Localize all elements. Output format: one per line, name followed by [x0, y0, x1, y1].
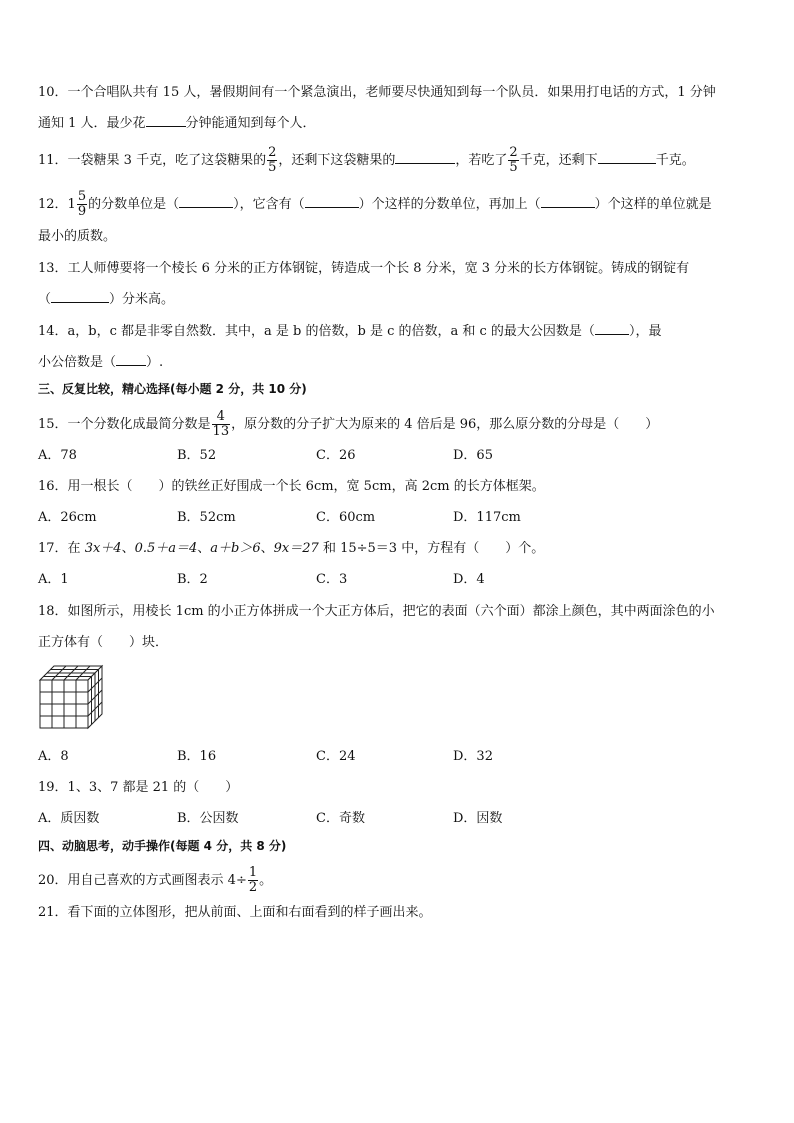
q19-option-c[interactable]: C．奇数 — [316, 811, 365, 826]
q19-option-b[interactable]: B．公因数 — [177, 811, 239, 826]
q11-fraction-2 — [508, 146, 518, 175]
q15-text-b: ，原分数的分子扩大为原来的 4 倍后是 96，那么原分数的分母是（ ） — [231, 417, 659, 432]
q14-text-d: ）. — [146, 355, 164, 370]
q15-option-d[interactable]: D．65 — [453, 448, 493, 463]
q19-line: 19．1、3、7 都是 21 的（ ） — [38, 780, 239, 795]
q12-whole: 1 — [67, 196, 76, 212]
q17-option-b[interactable]: B．2 — [177, 572, 208, 587]
q10-line2 — [38, 114, 316, 133]
q17-line — [38, 540, 544, 558]
q14-text-c: 小公倍数是（ — [38, 355, 117, 370]
q11-fraction-1 — [267, 146, 277, 175]
q13-text-b: ）分米高。 — [109, 292, 175, 307]
q18-option-d[interactable]: D．32 — [453, 749, 493, 764]
q17-expr-5: 15÷5＝3 — [340, 541, 398, 556]
q21-line: 21．看下面的立体图形，把从前面、上面和右面看到的样子画出来。 — [38, 905, 432, 920]
q14-line1 — [38, 322, 661, 341]
q12-line1 — [38, 190, 712, 219]
q11-text-e: 千克。 — [655, 153, 695, 168]
q12-text-b: ），它含有（ — [233, 197, 305, 212]
q12-frac-num: 5 — [77, 189, 87, 204]
q20-fraction — [248, 866, 258, 895]
q17-sep-1: 、 — [121, 541, 135, 556]
q20-text-a: 20．用自己喜欢的方式画图表示 4÷ — [38, 873, 247, 888]
q11-line — [38, 146, 695, 175]
q19-option-d[interactable]: D．因数 — [453, 811, 503, 826]
q12-answer-blank-1[interactable] — [179, 195, 233, 208]
q11-text-b: ，还剩下这袋糖果的 — [278, 153, 396, 168]
cube-figure — [38, 664, 104, 730]
q17-text-b: 中，方程有（ ）个。 — [397, 541, 545, 556]
q12-text-a: 的分数单位是（ — [88, 197, 180, 212]
q16-option-b[interactable]: B．52cm — [177, 510, 236, 525]
q13-answer-blank[interactable] — [51, 290, 109, 303]
q12-number: 12． — [38, 197, 68, 212]
q13-text-a: （ — [38, 292, 52, 307]
q18-option-b[interactable]: B．16 — [177, 749, 217, 764]
q14-line2 — [38, 353, 163, 372]
q17-expr-3: a＋b＞6 — [210, 541, 261, 556]
q11-frac2-den: 5 — [509, 160, 518, 175]
q12-text-d: ）个这样的单位就是 — [594, 197, 712, 212]
q16-option-d[interactable]: D．117cm — [453, 510, 521, 525]
q15-option-b[interactable]: B．52 — [177, 448, 217, 463]
q12-answer-blank-2[interactable] — [305, 195, 359, 208]
q15-line — [38, 410, 658, 439]
q20-frac-den: 2 — [248, 880, 258, 895]
q14-answer-blank-2[interactable] — [116, 353, 146, 366]
q12-frac-den: 9 — [77, 204, 87, 219]
q17-expr-2: 0.5＋a＝4 — [134, 541, 198, 556]
q20-frac-num: 1 — [248, 865, 258, 880]
q16-option-c[interactable]: C．60cm — [316, 510, 376, 525]
q13-line2 — [38, 290, 174, 309]
q17-sep-2: 、 — [197, 541, 211, 556]
q19-option-a[interactable]: A．质因数 — [38, 811, 100, 826]
q11-text-c: ，若吃了 — [455, 153, 508, 168]
q14-text-a: 14．a，b，c 都是非零自然数．其中，a 是 b 的倍数，b 是 c 的倍数，a 和 c 的最大公因数是（ — [38, 324, 595, 339]
section-4-heading: 四、动脑思考，动手操作(每题 4 分，共 8 分) — [38, 839, 287, 853]
q12-text-c: ）个这样的分数单位，再加上（ — [358, 197, 541, 212]
q11-frac1-num: 2 — [268, 145, 277, 160]
q20-text-b: 。 — [259, 873, 273, 888]
q16-option-a[interactable]: A．26cm — [38, 510, 97, 525]
q18-line2: 正方体有（ ）块． — [38, 635, 169, 650]
q10-line1: 10．一个合唱队共有 15 人，暑假期间有一个紧急演出，老师要尽快通知到每一个队员．如果用打电话的方式，1 分钟 — [38, 85, 716, 100]
q13-line1: 13．工人师傅要将一个棱长 6 分米的正方体钢锭，铸造成一个长 8 分米，宽 3 分米的长方体钢锭。铸成的钢锭有 — [38, 261, 690, 276]
q17-text-a: 17．在 — [38, 541, 85, 556]
q17-sep-4: 和 — [318, 541, 341, 556]
q15-frac-num: 4 — [212, 410, 231, 425]
q17-expr-1: 3x＋4 — [84, 541, 122, 556]
q18-option-c[interactable]: C．24 — [316, 749, 356, 764]
q14-answer-blank-1[interactable] — [595, 322, 629, 335]
q11-frac1-den: 5 — [268, 160, 277, 175]
q17-option-a[interactable]: A．1 — [38, 572, 69, 587]
q14-text-b: ），最 — [628, 324, 662, 339]
q11-text-d: 千克，还剩下 — [519, 153, 598, 168]
q11-answer-blank-2[interactable] — [598, 151, 656, 164]
q15-text-a: 15．一个分数化成最简分数是 — [38, 417, 211, 432]
q10-answer-blank[interactable] — [146, 114, 186, 127]
q10-text-b: 分钟能通知到每个人． — [185, 116, 316, 131]
q12-line2: 最小的质数。 — [38, 229, 117, 244]
section-3-heading: 三、反复比较，精心选择(每小题 2 分，共 10 分) — [38, 382, 307, 396]
q15-option-a[interactable]: A．78 — [38, 448, 77, 463]
q15-fraction — [212, 410, 231, 439]
q18-line1: 18．如图所示，用棱长 1cm 的小正方体拼成一个大正方体后，把它的表面（六个面）都涂上颜色，其中两面涂色的小 — [38, 604, 715, 619]
q17-sep-3: 、 — [260, 541, 274, 556]
q15-frac-den: 13 — [212, 424, 230, 439]
q20-line — [38, 866, 272, 895]
q12-answer-blank-3[interactable] — [541, 195, 595, 208]
q11-answer-blank-1[interactable] — [395, 151, 455, 164]
q17-option-d[interactable]: D．4 — [453, 572, 485, 587]
q16-line: 16．用一根长（ ）的铁丝正好围成一个长 6cm，宽 5cm，高 2cm 的长方体框架。 — [38, 479, 545, 494]
q11-text-a: 11．一袋糖果 3 千克，吃了这袋糖果的 — [38, 153, 267, 168]
q15-option-c[interactable]: C．26 — [316, 448, 356, 463]
q17-option-c[interactable]: C．3 — [316, 572, 348, 587]
q18-option-a[interactable]: A．8 — [38, 749, 69, 764]
q12-mixed-number — [68, 190, 89, 219]
q11-frac2-num: 2 — [509, 145, 518, 160]
q10-text-a: 通知 1 人．最少花 — [38, 116, 146, 131]
q17-expr-4: 9x＝27 — [273, 541, 319, 556]
